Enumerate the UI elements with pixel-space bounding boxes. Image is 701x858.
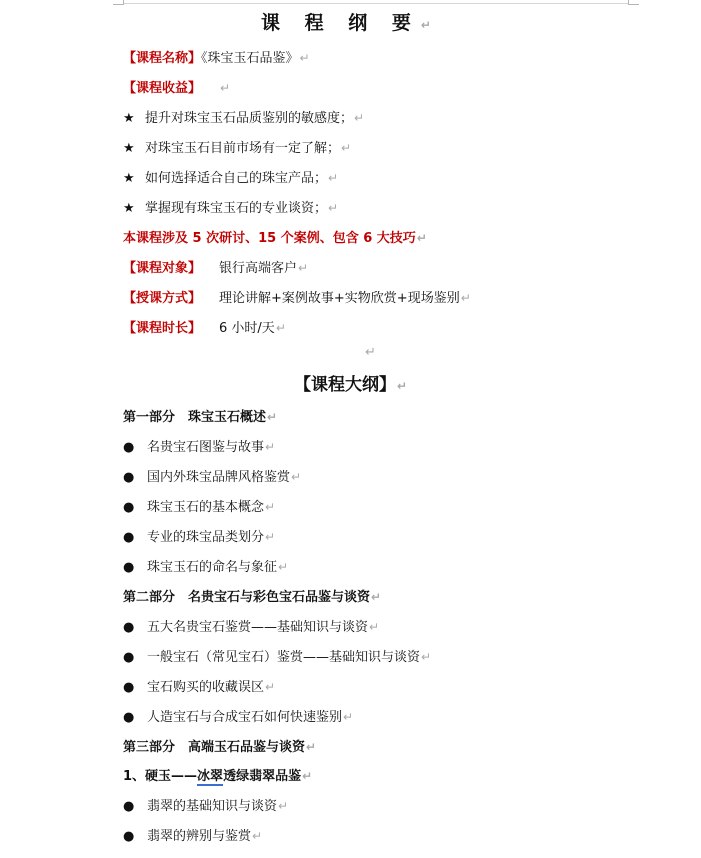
- course-highlight: 本课程涉及 5 次研讨、15 个案例、包含 6 大技巧↵: [123, 231, 427, 246]
- bullet-icon: ●: [123, 829, 135, 844]
- list-item: ● 珠宝玉石的命名与象征↵: [123, 557, 288, 578]
- empty-paragraph-mark: ↵: [365, 345, 376, 360]
- subsection-heading: 1、硬玉——冰翠透绿翡翠品鉴↵: [123, 769, 313, 784]
- part1-heading: 第一部分 珠宝玉石概述↵: [123, 410, 278, 425]
- star-icon: ★: [123, 141, 135, 156]
- duration-label: 【课程时长】: [123, 321, 202, 336]
- bullet-icon: ●: [123, 560, 135, 575]
- part2-heading: 第二部分 名贵宝石与彩色宝石品鉴与谈资↵: [123, 590, 382, 605]
- outline-title: 【课程大纲】↵: [293, 375, 408, 395]
- page-corner-mark-right: [628, 0, 639, 5]
- part3-heading: 第三部分 高端玉石品鉴与谈资↵: [123, 740, 317, 755]
- list-item: ● 五大名贵宝石鉴赏——基础知识与谈资↵: [123, 617, 379, 638]
- benefit-item: ★ 如何选择适合自己的珠宝产品；↵: [123, 168, 338, 189]
- bullet-icon: ●: [123, 500, 135, 515]
- list-item: ● 一般宝石（常见宝石）鉴赏——基础知识与谈资↵: [123, 647, 431, 668]
- bullet-icon: ●: [123, 470, 135, 485]
- bullet-icon: ●: [123, 440, 135, 455]
- benefit-item: ★ 对珠宝玉石目前市场有一定了解；↵: [123, 138, 351, 159]
- benefits-label-line: 【课程收益】 ↵: [123, 81, 231, 96]
- benefits-label: 【课程收益】: [123, 81, 202, 96]
- page-corner-mark-left: [113, 0, 124, 5]
- course-name-value: 《珠宝玉石品鉴》: [201, 51, 299, 66]
- bullet-icon: ●: [123, 799, 135, 814]
- benefit-item: ★ 提升对珠宝玉石品质鉴别的敏感度；↵: [123, 108, 364, 129]
- method-line: 【授课方式】 理论讲解+案例故事+实物欣赏+现场鉴别↵: [123, 291, 471, 306]
- bullet-icon: ●: [123, 650, 135, 665]
- bullet-icon: ●: [123, 620, 135, 635]
- list-item: ● 专业的珠宝品类划分↵: [123, 527, 275, 548]
- bullet-icon: ●: [123, 680, 135, 695]
- list-item: ● 国内外珠宝品牌风格鉴赏↵: [123, 467, 301, 488]
- document-title: 课 程 纲 要↵: [261, 12, 440, 34]
- star-icon: ★: [123, 201, 135, 216]
- method-value: 理论讲解+案例故事+实物欣赏+现场鉴别: [219, 291, 460, 306]
- list-item: ● 珠宝玉石的基本概念↵: [123, 497, 275, 518]
- benefit-item: ★ 掌握现有珠宝玉石的专业谈资；↵: [123, 198, 338, 219]
- star-icon: ★: [123, 111, 135, 126]
- method-label: 【授课方式】: [123, 291, 202, 306]
- audience-label: 【课程对象】: [123, 261, 202, 276]
- list-item: ● 翡翠的辨别与鉴赏↵: [123, 826, 262, 847]
- duration-line: 【课程时长】 6 小时/天↵: [123, 321, 286, 336]
- duration-value: 6 小时/天: [219, 321, 275, 336]
- list-item: ● 宝石购买的收藏误区↵: [123, 677, 275, 698]
- star-icon: ★: [123, 171, 135, 186]
- audience-value: 银行高端客户: [219, 261, 298, 276]
- course-name-label: 【课程名称】: [123, 51, 202, 66]
- course-name-line: 【课程名称】《珠宝玉石品鉴》↵: [123, 51, 310, 66]
- spellcheck-underlined-word: 冰翠: [197, 769, 224, 784]
- page-top-rule: [123, 3, 628, 4]
- list-item: ● 翡翠的基础知识与谈资↵: [123, 796, 288, 817]
- list-item: ● 名贵宝石图鉴与故事↵: [123, 437, 275, 458]
- audience-line: 【课程对象】 银行高端客户↵: [123, 261, 309, 276]
- bullet-icon: ●: [123, 530, 135, 545]
- list-item: ● 人造宝石与合成宝石如何快速鉴别↵: [123, 707, 353, 728]
- bullet-icon: ●: [123, 710, 135, 725]
